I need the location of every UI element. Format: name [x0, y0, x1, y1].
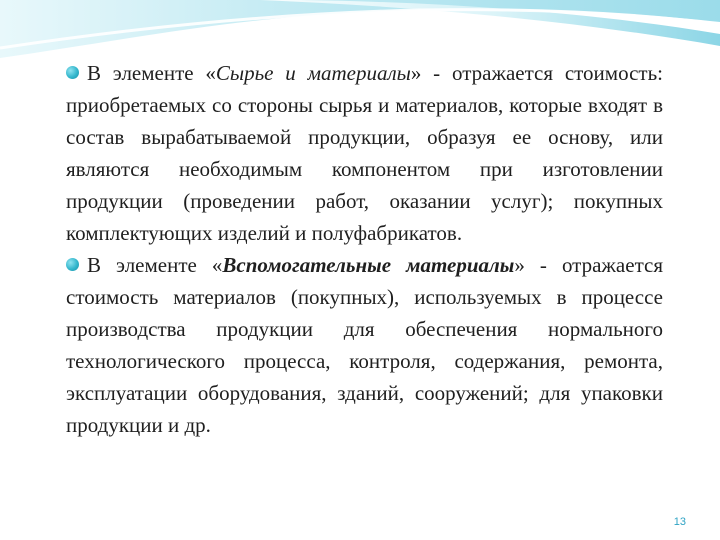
paragraph-text: » - отражается стоимость: приобретаемых со стороны сырья и материалов, которые входят в состав вырабатываемой продукции, образуя ее основу, или являются необходимым компонентом при изготовлении продукции (проведении работ, оказании услуг); покупных комплектующих изделий и полуфабрикатов.	[66, 61, 663, 245]
element-name-bold-italic: Вспомогательные материалы	[222, 253, 515, 277]
paragraph-text: В элементе «	[87, 253, 223, 277]
paragraph-text: » - отражается стоимость материалов (покупных), используемых в процессе производства продукции для обеспечения нормального технологического процесса, контроля, содержания, ремонта, эксплуатации оборудования, зданий, сооружений; для упаковки продукции и др.	[66, 253, 663, 437]
paragraph-raw-materials	[66, 57, 663, 249]
page-number: 13	[673, 516, 686, 528]
circle-bullet-icon	[66, 66, 79, 79]
paragraph-text: В элементе «	[87, 61, 216, 85]
slide-content	[66, 57, 663, 441]
element-name-italic: Сырье и материалы	[215, 61, 411, 85]
paragraph-auxiliary-materials	[66, 249, 663, 441]
circle-bullet-icon	[66, 258, 79, 271]
